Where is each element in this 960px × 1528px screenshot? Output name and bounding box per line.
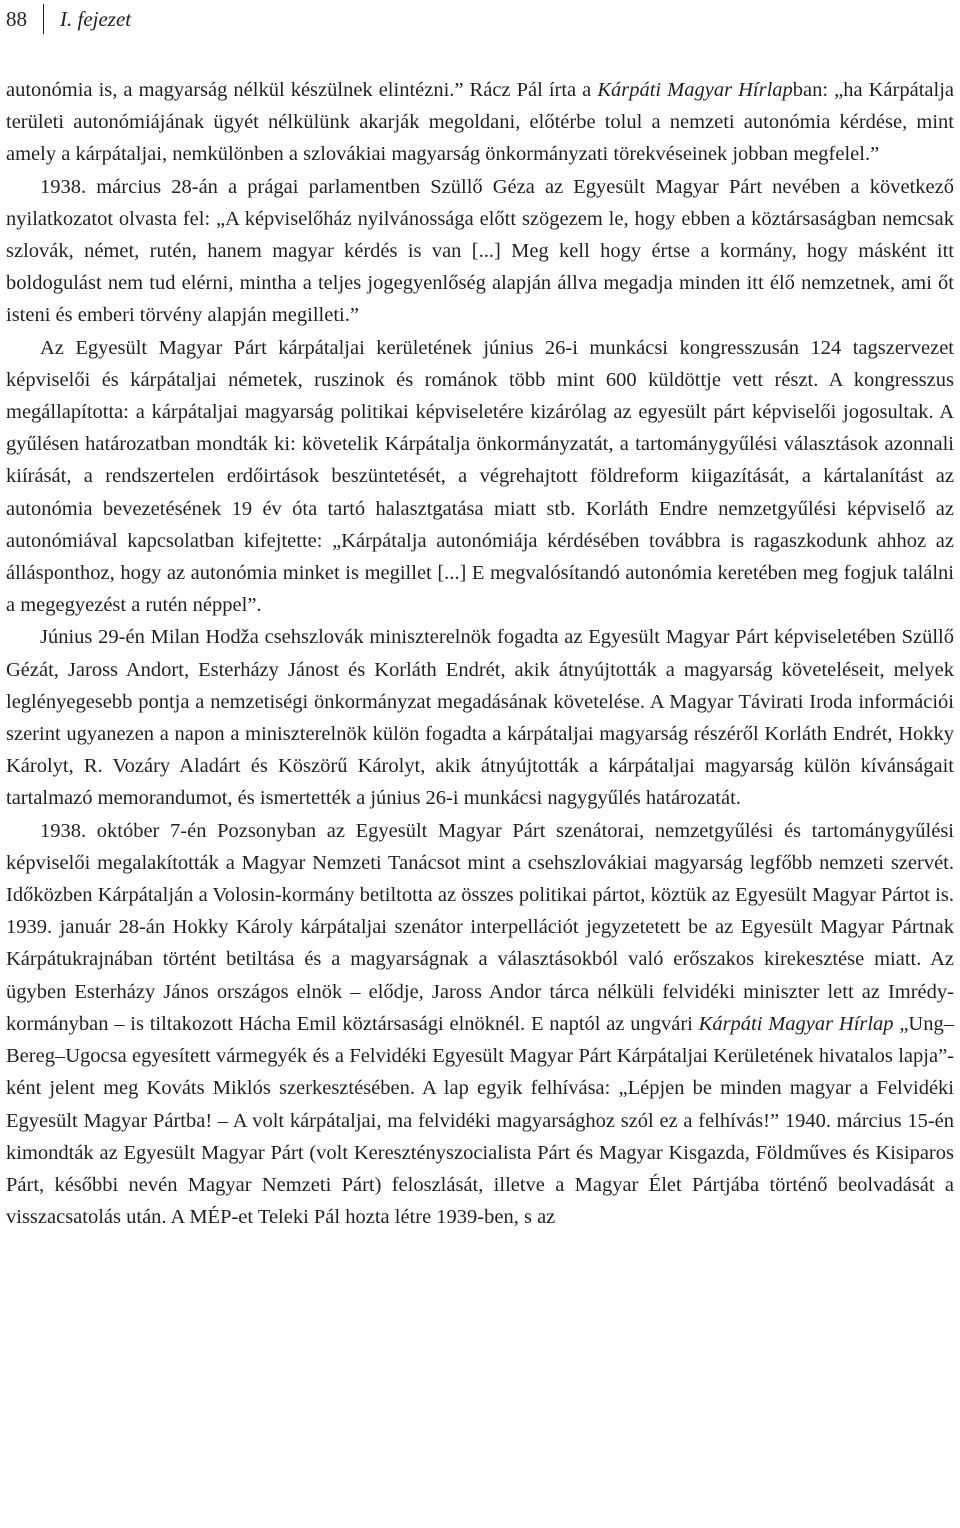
paragraph-3: Az Egyesült Magyar Párt kárpátaljai kerületének június 26-i munkácsi kongresszusán 124 tagszervezet képviselői és kárpátaljai németek, ruszinok és románok több mint 600 küldöttje vett részt. A kongresszus megállapította: a kárpátaljai magyarság politikai képviseletére kizárólag az egyesült párt képviselői jogosultak. A gyűlésen határozatban mondták ki: követelik Kárpátalja önkormányzatát, a tartománygyűlési választások azonnali kiírását, a rendszertelen erdőirtások beszüntetését, a végrehajtott földreform kiigazítását, a kártalanítást az autonómia bevezetésének 19 év óta tartó halasztgatása miatt stb. Korláth Endre nemzetgyűlési képviselő az autonómiával kapcsolatban kifejtette: „Kárpátalja autonómiája kérdésében továbbra is ragaszkodunk ahhoz az állásponthoz, hogy az autonómia minket is megillet [...] E megvalósítandó autonómia keretében meg fogjuk találni a megegyezést a rutén néppel”. xyxy=(6,336,954,617)
newspaper-title: Kárpáti Magyar Hírlap xyxy=(698,1012,894,1035)
page-number: 88 xyxy=(6,6,27,31)
chapter-title: I. fejezet xyxy=(60,6,132,31)
running-header xyxy=(6,4,131,34)
body-text xyxy=(6,74,954,1233)
header-divider xyxy=(43,4,44,34)
paragraph-1-text-a: autonómia is, a magyarság nélkül készülnek elintézni.” Rácz Pál írta a xyxy=(6,79,598,101)
paragraph-2: 1938. március 28-án a prágai parlamentben Szüllő Géza az Egyesült Magyar Párt nevében a következő nyilatkozatot olvasta fel: „A képviselőház nyilvánossága előtt szögezem le, hogy ebben a köztársaságban nemcsak szlovák, német, rutén, hanem magyar kérdés is van [...] Meg kell hogy értse a kormány, hogy másként itt boldogulást nem tud elérni, mintha a teljes jogegyenlőség alapján állva megadja minden itt élő nemzetnek, ami őt isteni és emberi törvény alapján megilleti.” xyxy=(6,175,954,327)
paragraph-1-text-c: ban: „ha Kárpátalja területi autonómiájának ügyét nélkülünk akarják megoldani, előtérbe tolul a nemzeti autonómia kérdése, mint amely a kárpátaljai, nemkülönben a szlovákiai magyarság önkormányzati törekvéseinek jobban megfelel.” xyxy=(6,79,954,166)
newspaper-title: Kárpáti Magyar Hírlap xyxy=(597,79,793,101)
paragraph-4: Június 29-én Milan Hodža csehszlovák miniszterelnök fogadta az Egyesült Magyar Párt képviseletében Szüllő Gézát, Jaross Andort, Esterházy Jánost és Korláth Endrét, akik átnyújtották a magyarság követeléseit, melyek leglényegesebb pontja a nemzetiségi önkormányzat megadásának követelése. A Magyar Távirati Iroda információi szerint ugyanezen a napon a miniszterelnök külön fogadta a kárpátaljai magyarság részéről Korláth Endrét, Hokky Károlyt, R. Vozáry Aladárt és Köszörű Károlyt, akik átnyújtották a kárpátaljai magyarság külön kívánságait tartalmazó memorandumot, és ismertették a június 26-i munkácsi nagygyűlés határozatát. xyxy=(6,626,954,810)
paragraph-5-text-c: „Ung–Bereg–Ugocsa egyesített vármegyék és a Felvidéki Egyesült Magyar Párt Kárpátaljai Kerületének hivatalos lapja”-ként jelent meg Kováts Miklós szerkesztésében. A lap egyik felhívása: „Lépjen be minden magyar a Felvidéki Egyesült Magyar Pártba! – A volt kárpátaljai, ma felvidéki magyarsághoz szól ez a felhívás!” 1940. március 15-én kimondták az Egyesült Magyar Párt (volt Keresztényszocialista Párt és Magyar Kisgazda, Földműves és Kisiparos Párt, későbbi nevén Magyar Nemzeti Párt) feloszlását, illetve a Magyar Élet Pártjába történő beolvadását a visszacsatolás után. A MÉP-et Teleki Pál hozta létre 1939-ben, s az xyxy=(6,1012,954,1229)
paragraph-5 xyxy=(6,815,954,1234)
paragraph-5-text-a: 1938. október 7-én Pozsonyban az Egyesült Magyar Párt szenátorai, nemzetgyűlési és tartománygyűlési képviselői megalakították a Magyar Nemzeti Tanácsot mint a csehszlovákiai magyarság legfőbb nemzeti szervét. Időközben Kárpátalján a Volosin-kormány betiltotta az összes politikai pártot, köztük az Egyesült Magyar Pártot is. 1939. január 28-án Hokky Károly kárpátaljai szenátor interpellációt jegyzetetett be az Egyesült Magyar Pártnak Kárpátukrajnában történt betiltása és a magyarságnak a választásokból való erőszakos kirekesztése miatt. Az ügyben Esterházy János országos elnök – elődje, Jaross Andor tárca nélküli felvidéki miniszter lett az Imrédy-kormányban – is tiltakozott Hácha Emil köztársasági elnöknél. E naptól az ungvári xyxy=(6,819,954,1035)
paragraph-1 xyxy=(6,74,954,171)
